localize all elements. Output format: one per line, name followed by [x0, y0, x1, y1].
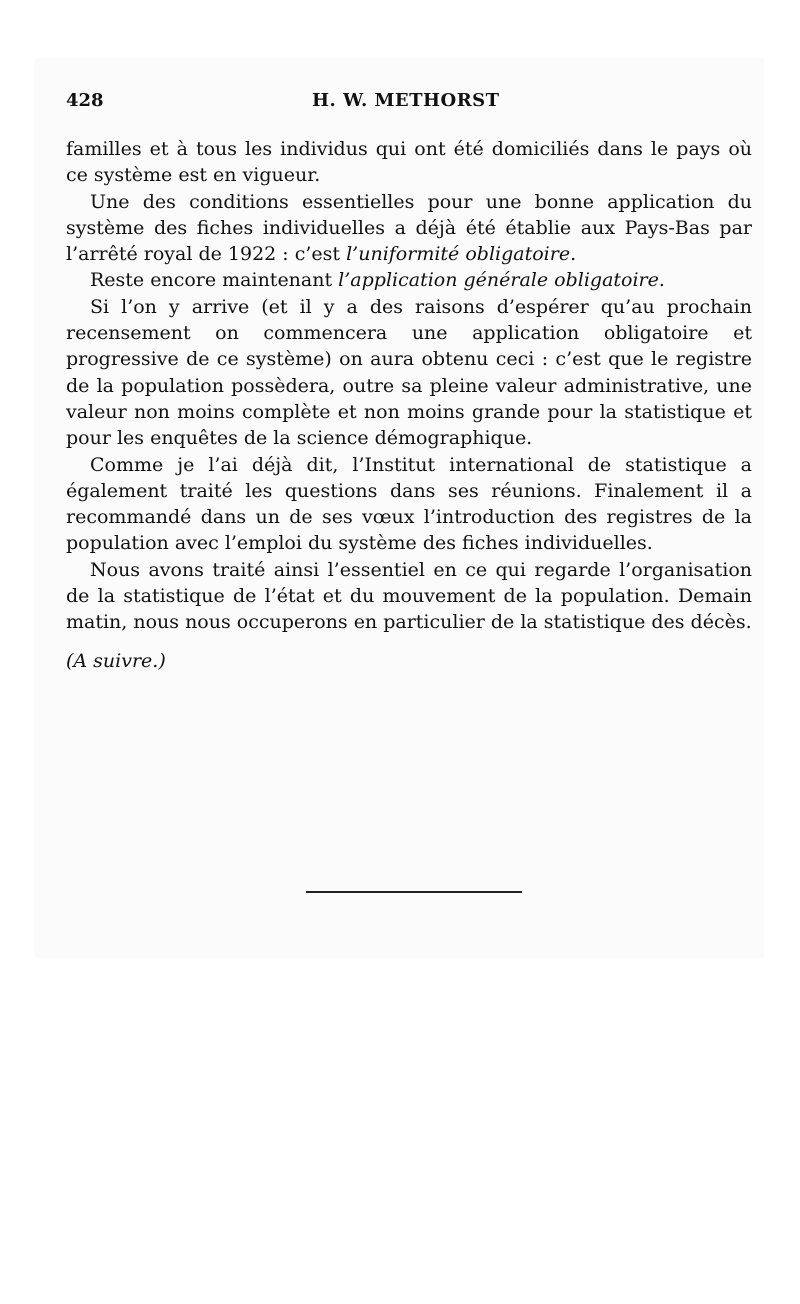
paragraph-institute: Comme je l’ai déjà dit, l’Institut international de statistique a également traité les questions dans ses réunions. Finalement il a recommandé dans un de ses vœux l’introduction des registres de la population avec l’emploi du système des fiches individuelles. — [66, 453, 752, 555]
emphasis-uniformity: l’uniformité obligatoire — [346, 243, 571, 266]
to-follow-note: (A suivre.) — [66, 649, 166, 672]
emphasis-application: l’application générale obligatoire — [338, 269, 659, 292]
paragraph-punctuation: . — [570, 243, 577, 266]
paragraph-conditions — [66, 189, 752, 268]
paragraph-text: Reste encore maintenant — [90, 269, 339, 292]
paragraph-continuation: familles et à tous les individus qui ont été domiciliés dans le pays où ce système est en vigueur. — [66, 138, 752, 187]
page-header — [66, 88, 728, 114]
page-number: 428 — [66, 90, 104, 111]
body-text — [66, 136, 752, 674]
paragraph-punctuation: . — [658, 269, 665, 292]
paragraph-summary: Nous avons traité ainsi l’essentiel en ce qui regarde l’organisation de la statistique de l’état et du mouvement de la population. Demain matin, nous nous occuperons en particulier de la statistique des décès. — [66, 558, 752, 634]
paragraph-remaining — [66, 267, 752, 293]
paragraph-text: Une des conditions essentielles pour une bonne application du système des fiches individuelles a déjà été établie aux Pays-Bas par l’arrêté royal de 1922 : c’est — [66, 190, 752, 266]
closing-rule — [306, 891, 522, 893]
paragraph-census: Si l’on y arrive (et il y a des raisons d’espérer qu’au prochain recensement on commencera une application obligatoire et progressive de ce système) on aura obtenu ceci : c’est que le registre de la population possèdera, outre sa pleine valeur administrative, une valeur non moins complète et non moins grande pour la statistique et pour les enquêtes de la science démographique. — [66, 295, 752, 450]
running-head: H. W. METHORST — [312, 90, 500, 111]
